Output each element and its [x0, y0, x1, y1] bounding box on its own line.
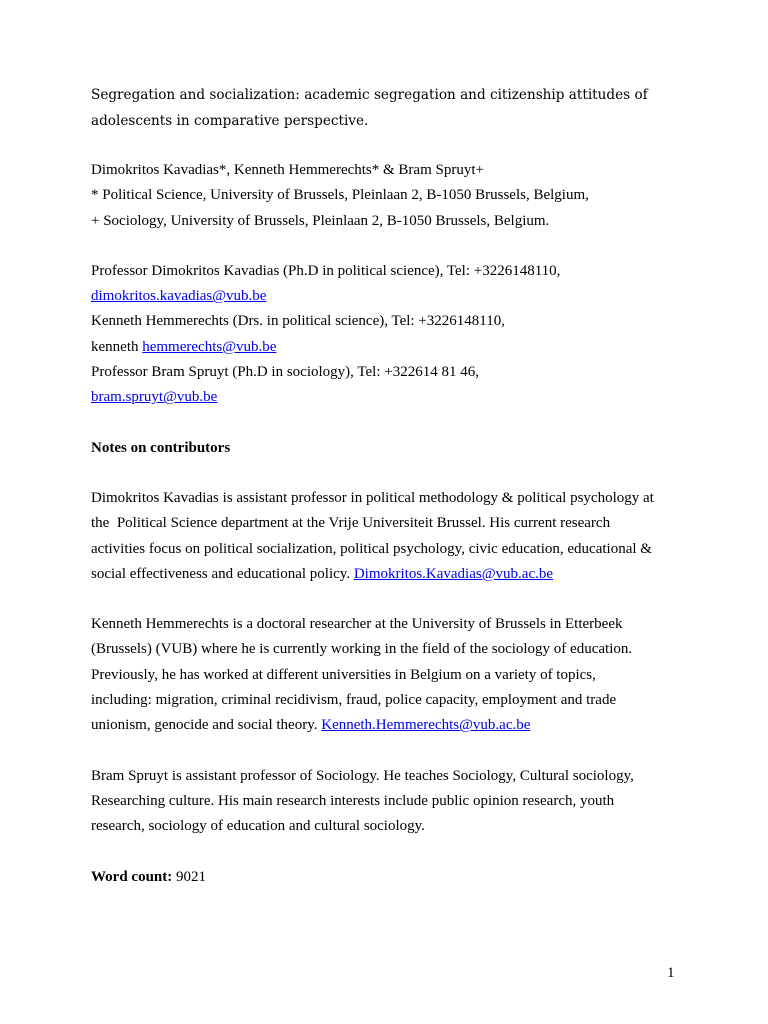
contact-hemmerechts: Kenneth Hemmerechts (Drs. in political science), Tel: +3226148110, [91, 313, 505, 330]
contact-kavadias: Professor Dimokritos Kavadias (Ph.D in political science), Tel: +3226148110, [91, 262, 561, 279]
affiliation-political-science: * Political Science, University of Brussels, Pleinlaan 2, B-1050 Brussels, Belgium, [91, 187, 589, 204]
notes-heading: Notes on contributors [91, 439, 231, 456]
bio-line: including: migration, criminal recidivism, fraud, police capacity, employment and trade [91, 692, 617, 709]
bio-text: unionism, genocide and social theory. [91, 717, 322, 734]
word-count-label: Word count: [91, 868, 173, 885]
contact-block [91, 259, 691, 411]
title-line-1: Segregation and socialization: academic segregation and citizenship attitudes of [91, 87, 648, 103]
hemmerechts-email-link[interactable]: hemmerechts@vub.be [142, 338, 277, 355]
hemmerechts-bio-email-link[interactable]: Kenneth.Hemmerechts@vub.ac.be [321, 717, 531, 734]
kavadias-email-link[interactable]: dimokritos.kavadias@vub.be [91, 288, 267, 305]
contact-spruyt: Professor Bram Spruyt (Ph.D in sociology), Tel: +322614 81 46, [91, 364, 479, 381]
bio-kavadias [91, 486, 691, 587]
bio-line: (Brussels) (VUB) where he is currently working in the field of the sociology of education. [91, 641, 633, 658]
word-count [91, 865, 691, 890]
bio-line-last [91, 713, 691, 738]
bio-spruyt [91, 764, 691, 840]
bio-line: activities focus on political socialization, political psychology, civic education, educational & [91, 540, 652, 557]
bio-line: the Political Science department at the Vrije Universiteit Brussel. His current research [91, 515, 611, 532]
title-line-2: adolescents in comparative perspective. [91, 113, 369, 129]
bio-line-last [91, 562, 691, 587]
spruyt-email-link[interactable]: bram.spruyt@vub.be [91, 389, 218, 406]
hemmerechts-email-prefix: kenneth [91, 338, 143, 355]
contact-spruyt-email-line [91, 385, 691, 410]
bio-line: Previously, he has worked at different universities in Belgium on a variety of topics, [91, 666, 596, 683]
bio-hemmerechts [91, 612, 691, 738]
contact-kavadias-email-line [91, 284, 691, 309]
bio-line: Bram Spruyt is assistant professor of Sociology. He teaches Sociology, Cultural sociology, [91, 767, 634, 784]
kavadias-bio-email-link[interactable]: Dimokritos.Kavadias@vub.ac.be [353, 565, 554, 582]
bio-text: social effectiveness and educational policy. [91, 565, 354, 582]
page-number: 1 [667, 965, 675, 981]
bio-line: Researching culture. His main research interests include public opinion research, youth [91, 792, 615, 809]
affiliation-sociology: + Sociology, University of Brussels, Pleinlaan 2, B-1050 Brussels, Belgium. [91, 212, 550, 229]
contact-hemmerechts-email-line [91, 335, 691, 360]
bio-line: Kenneth Hemmerechts is a doctoral researcher at the University of Brussels in Etterbeek [91, 616, 623, 633]
author-block [91, 158, 691, 234]
paper-title [91, 82, 691, 134]
author-names: Dimokritos Kavadias*, Kenneth Hemmerechts* & Bram Spruyt+ [91, 162, 484, 178]
bio-line: Dimokritos Kavadias is assistant professor in political methodology & political psychology at [91, 489, 654, 506]
bio-line: research, sociology of education and cultural sociology. [91, 818, 425, 835]
document-page [91, 82, 691, 890]
word-count-value: 9021 [172, 868, 207, 885]
